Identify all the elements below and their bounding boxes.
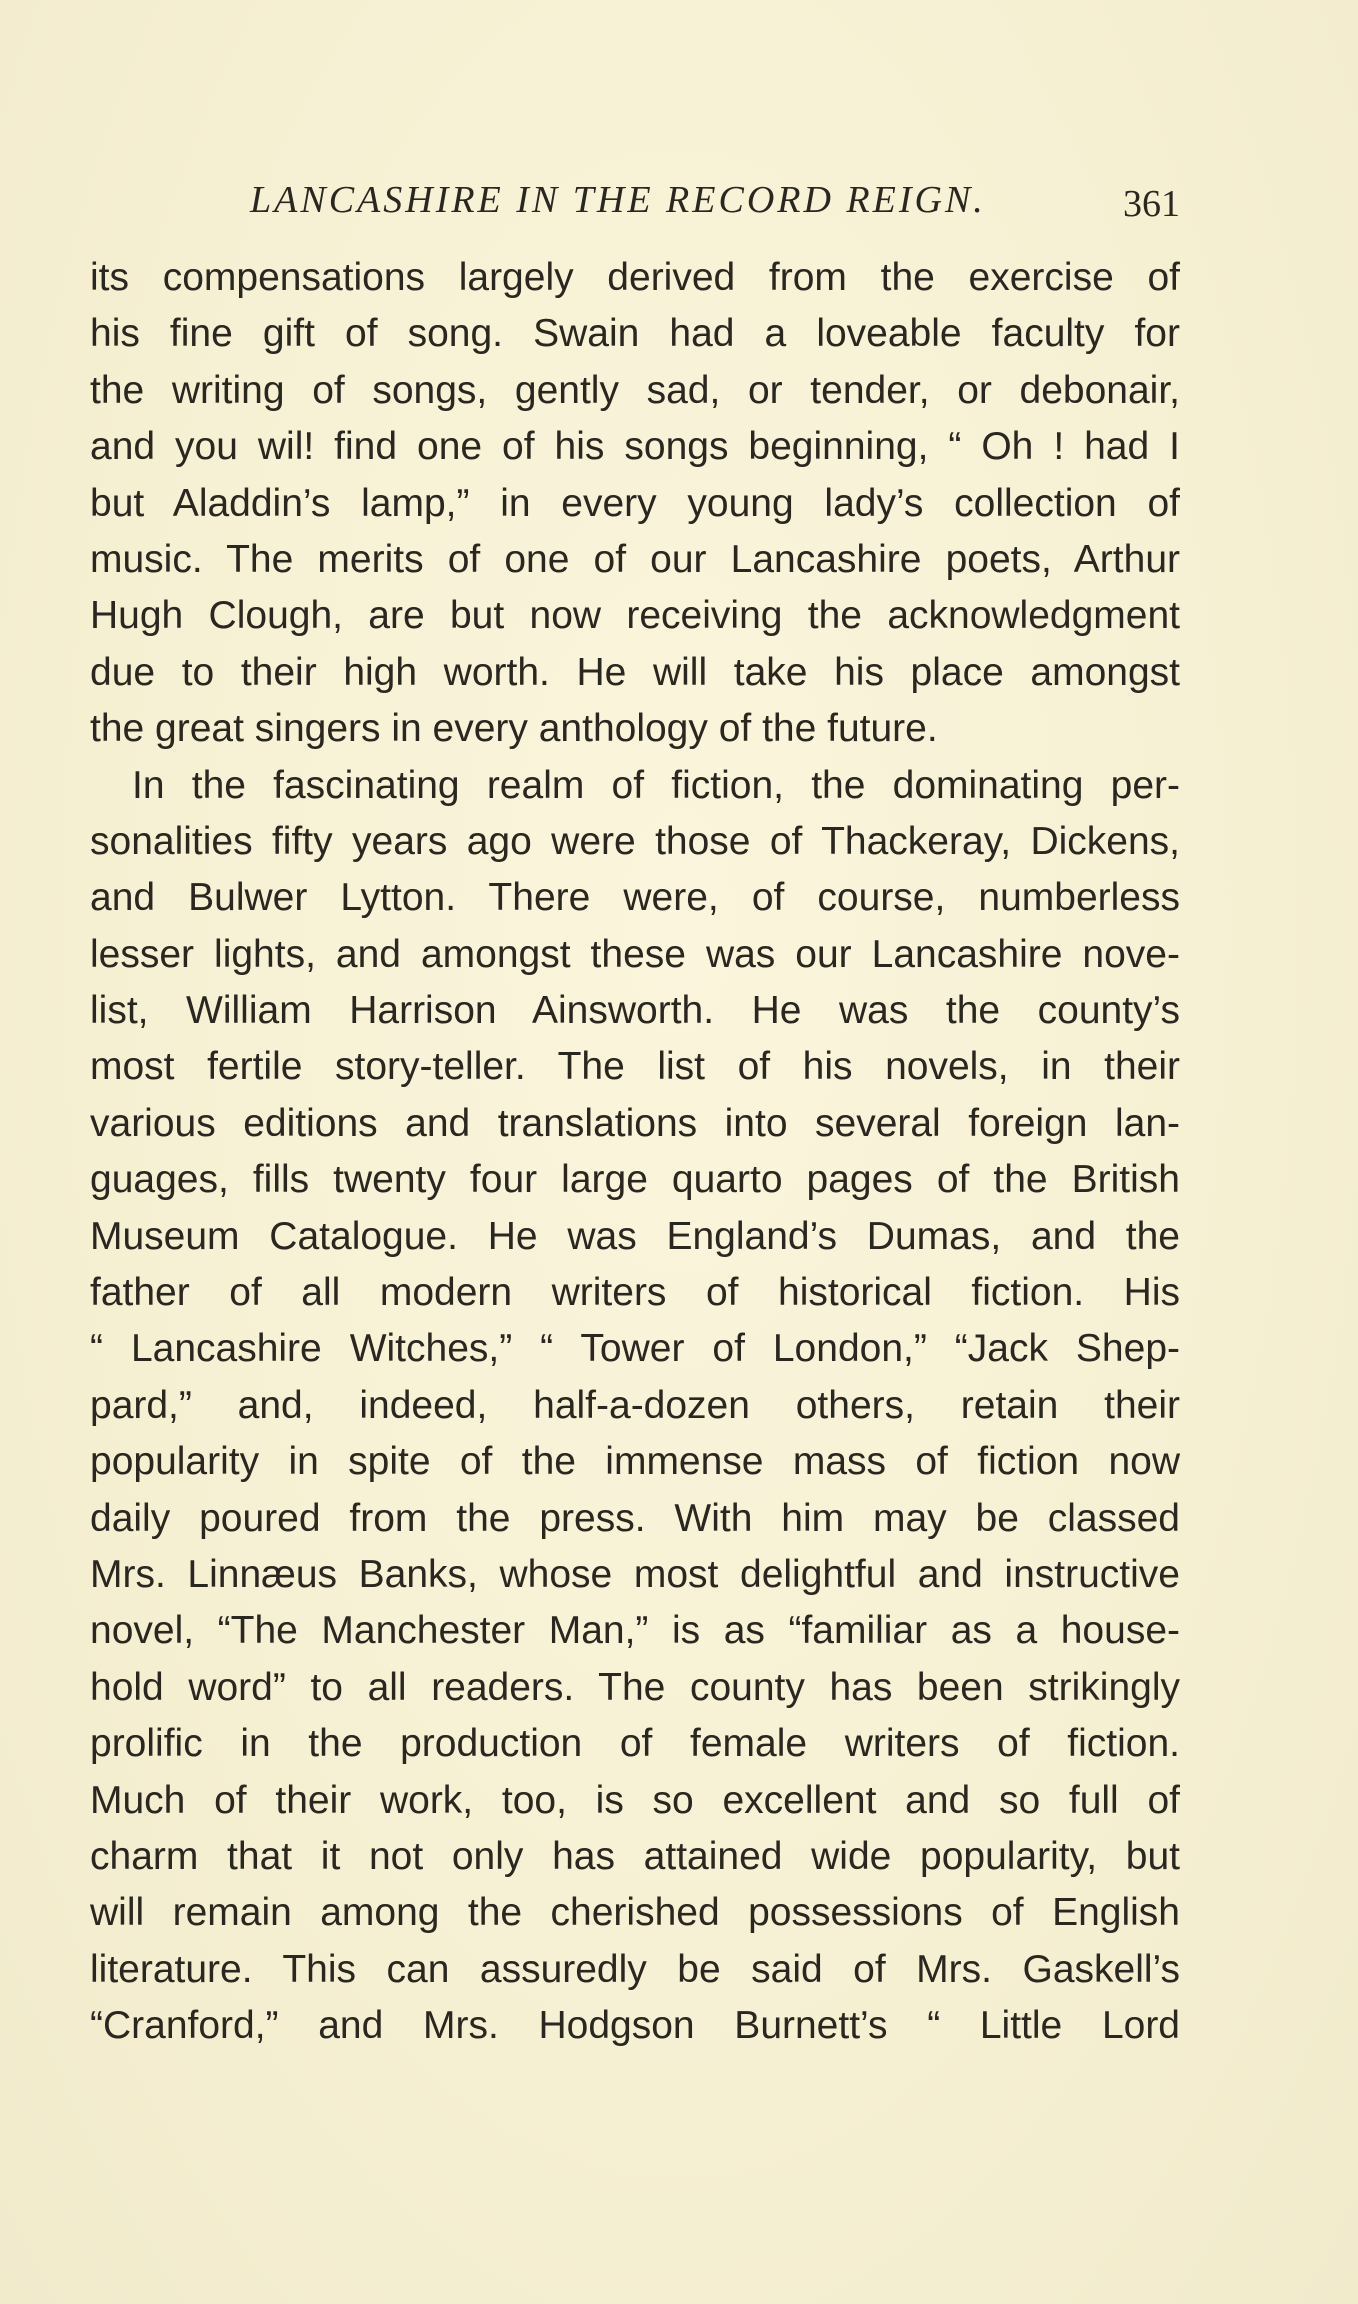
- text-line: In the fascinating realm of fiction, the dominating per-: [132, 763, 1180, 807]
- text-line: pard,” and, indeed, half-a-dozen others, retain their: [90, 1383, 1180, 1427]
- text-line: sonalities fifty years ago were those of Thackeray, Dickens,: [90, 819, 1180, 863]
- text-line: the great singers in every anthology of the future.: [90, 707, 938, 751]
- text-line: literature. This can assuredly be said of Mrs. Gaskell’s: [90, 1947, 1180, 1991]
- text-line: most fertile story-teller. The list of his novels, in their: [90, 1045, 1180, 1089]
- text-line: daily poured from the press. With him may be classed: [90, 1496, 1180, 1540]
- text-line: various editions and translations into several foreign lan-: [90, 1101, 1180, 1145]
- text-line: charm that it not only has attained wide popularity, but: [90, 1834, 1180, 1878]
- text-line: Hugh Clough, are but now receiving the acknowledgment: [90, 594, 1180, 638]
- text-line: popularity in spite of the immense mass of fiction now: [90, 1440, 1180, 1484]
- text-line: hold word” to all readers. The county has been strikingly: [90, 1665, 1180, 1709]
- page-header: [90, 170, 1180, 230]
- text-line: Mrs. Linnæus Banks, whose most delightful and instructive: [90, 1552, 1180, 1596]
- text-line: list, William Harrison Ainsworth. He was the county’s: [90, 989, 1180, 1033]
- text-line: “Cranford,” and Mrs. Hodgson Burnett’s “ Little Lord: [90, 2004, 1180, 2048]
- text-line: father of all modern writers of historical fiction. His: [90, 1271, 1180, 1315]
- text-line: Museum Catalogue. He was England’s Dumas, and the: [90, 1214, 1180, 1258]
- text-line: will remain among the cherished possessions of English: [90, 1891, 1180, 1935]
- text-line: guages, fills twenty four large quarto pages of the British: [90, 1158, 1180, 1202]
- text-line: its compensations largely derived from the exercise of: [90, 256, 1180, 299]
- text-line: novel, “The Manchester Man,” is as “familiar as a house-: [90, 1609, 1180, 1653]
- text-line: prolific in the production of female writers of fiction.: [90, 1722, 1180, 1766]
- text-line: and you wil! find one of his songs beginning, “ Oh ! had I: [90, 425, 1180, 469]
- page-number: 361: [1123, 183, 1180, 225]
- text-line: lesser lights, and amongst these was our Lancashire nove-: [90, 932, 1180, 976]
- text-line: his fine gift of song. Swain had a loveable faculty for: [90, 312, 1180, 356]
- text-line: music. The merits of one of our Lancashire poets, Arthur: [90, 537, 1180, 581]
- text-line: Much of their work, too, is so excellent and so full of: [90, 1778, 1180, 1822]
- body-text: [90, 250, 1180, 2055]
- text-line: “ Lancashire Witches,” “ Tower of London,” “Jack Shep-: [90, 1327, 1180, 1371]
- text-line: due to their high worth. He will take his place amongst: [90, 650, 1180, 694]
- text-line: but Aladdin’s lamp,” in every young lady’s collection of: [90, 481, 1180, 525]
- text-line: the writing of songs, gently sad, or tender, or debonair,: [90, 368, 1180, 412]
- running-title: LANCASHIRE IN THE RECORD REIGN.: [250, 179, 986, 221]
- text-line: and Bulwer Lytton. There were, of course, numberless: [90, 876, 1180, 920]
